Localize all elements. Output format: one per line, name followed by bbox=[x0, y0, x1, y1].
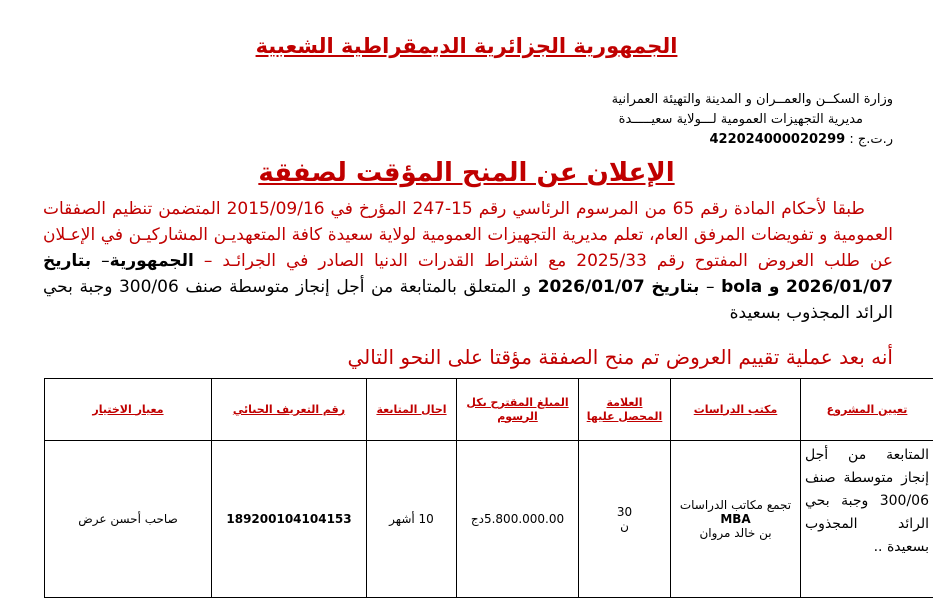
result-line: أنه بعد عملية تقييم العروض تم منح الصفقة مؤقتا على النحو التالي bbox=[347, 345, 893, 369]
header-office: مكتب الدراسات bbox=[671, 379, 801, 441]
ministry-name: وزارة السكــن والعمــران و المدينة والتهيئة العمرانية bbox=[611, 92, 893, 107]
cell-project: المتابعة من أجل إنجاز متوسطة صنف 300/06 وجبة بحي الرائد المجذوب بسعيدة .. bbox=[801, 441, 933, 598]
header-score: العلامة المحصل عليها bbox=[579, 379, 671, 441]
cell-score bbox=[579, 441, 671, 598]
registration-line bbox=[612, 130, 893, 150]
header-tax-id: رقم التعريف الجبائي bbox=[212, 379, 367, 441]
score-unit: ن bbox=[620, 519, 629, 533]
announcement-red-text: طبقا لأحكام المادة رقم 65 من المرسوم الرئاسي رقم 15-247 المؤرخ في 2015/09/16 المتضمن تنظيم الصفقات العمومية و تفويضات المرفق العام، تعلم مديرية التجهيزات العمومية لولاية سعيدة كافة المتعهديـن المشاركيـن في الإعـلان عن طلب العروض المفتوح رقم 2025/33 مع اشتراط القدرات الدنيا الصادر في الجرائـد – bbox=[43, 199, 894, 271]
table-header-row bbox=[45, 379, 933, 441]
page-title: الجمهورية الجزائرية الديمقراطية الشعبية bbox=[255, 34, 678, 58]
announcement-end-text: و المتعلق بالمتابعة من أجل إنجاز متوسطة صنف 300/06 وجبة بحي الرائد المجذوب بسعيدة bbox=[43, 277, 893, 323]
cell-office bbox=[671, 441, 801, 598]
date-label-2: بتاريخ bbox=[651, 277, 700, 297]
reg-number: 422024000020299 bbox=[709, 132, 846, 147]
ministry-block bbox=[612, 90, 893, 150]
dash: – bbox=[706, 277, 715, 297]
results-table bbox=[44, 378, 933, 598]
office-line-3: بن خالد مروان bbox=[699, 526, 772, 540]
office-line-1: تجمع مكاتب الدراسات bbox=[679, 498, 792, 512]
header-criteria: معيار الاختيار bbox=[45, 379, 212, 441]
announcement-title: الإعلان عن المنح المؤقت لصفقة bbox=[258, 158, 675, 188]
header-project: تعيين المشروع bbox=[801, 379, 933, 441]
date-label-1: بتاريخ bbox=[43, 251, 92, 271]
cell-criteria: صاحب أحسن عرض bbox=[45, 441, 212, 598]
header-duration: اجال المتابعة bbox=[367, 379, 457, 441]
header-amount: المبلغ المقترح بكل الرسوم bbox=[457, 379, 579, 441]
score-value: 30 bbox=[616, 505, 633, 519]
date-2: 2026/01/07 bbox=[537, 277, 645, 297]
reg-label: ر.ت.ج : bbox=[849, 132, 893, 147]
directorate-name: مديرية التجهيزات العمومية لـــولاية سعيـــــدة bbox=[618, 112, 863, 127]
newspaper-name: الجمهورية bbox=[109, 251, 194, 271]
office-line-2: MBA bbox=[720, 512, 751, 526]
announcement-body: طبقا لأحكام المادة رقم 65 من المرسوم الرئاسي رقم 15-247 المؤرخ في 2015/09/16 المتضمن تنظيم الصفقات العمومية و تفويضات المرفق العام، تعلم مديرية التجهيزات العمومية لولاية سعيدة كافة المتعهديـن المشاركيـن في الإعـلان عن طلب العروض المفتوح رقم 2025/33 مع اشتراط القدرات الدنيا الصادر في الجرائـد – الجمهورية– بتاريخ 2026/01/07 و bola – بتاريخ 2026/01/07 و المتعلق بالمتابعة من أجل إنجاز متوسطة صنف 300/06 وجبة بحي الرائد المجذوب بسعيدة bbox=[43, 199, 894, 323]
cell-tax-id: 189200104104153 bbox=[212, 441, 367, 598]
date-1: 2026/01/07 bbox=[786, 277, 894, 297]
cell-duration: 10 أشهر bbox=[367, 441, 457, 598]
newspaper-2: bola bbox=[721, 277, 763, 297]
and-word: و bbox=[768, 277, 780, 297]
table-row bbox=[45, 441, 933, 598]
cell-amount: 5.800.000.00دج bbox=[457, 441, 579, 598]
